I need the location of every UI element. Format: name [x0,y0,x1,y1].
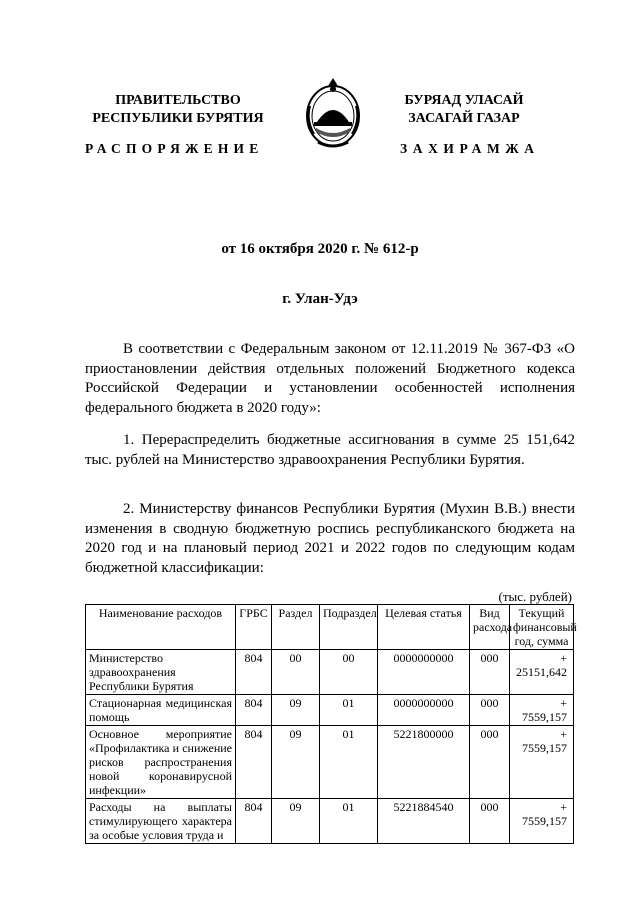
city-line: г. Улан-Удэ [282,291,358,307]
table-cell: 00 [272,650,320,695]
paragraph-preamble: В соответствии с Федеральным законом от 12.11.2019 № 367-ФЗ «О приостановлении действия отдельных положений Бюджетного кодекса Российской Федерации и установлении особенностей исполнения федерального бюджета в 2020 году»: [85,341,575,416]
header-left [82,92,274,128]
column-header: Подраздел [320,605,378,650]
table-row [86,726,574,799]
table-cell: Основное мероприятие «Профилактика и снижение рисков распространения новой коронавирусной инфекции» [86,726,236,799]
table-row [86,650,574,695]
table-cell: 01 [320,695,378,726]
table-cell: + 7559,157 [510,799,574,844]
table-cell: 5221884540 [378,799,470,844]
table-cell: + 7559,157 [510,695,574,726]
table-cell: 804 [236,726,272,799]
table-cell: 09 [272,726,320,799]
table-cell: 0000000000 [378,695,470,726]
date-line: от 16 октября 2020 г. № 612-р [221,241,419,257]
column-header: Наименование расходов [86,605,236,650]
doc-type-right: ЗАХИРАМЖА [400,141,540,156]
table-cell: 09 [272,799,320,844]
table-cell: 000 [470,695,510,726]
table-cell: 000 [470,726,510,799]
column-header: Раздел [272,605,320,650]
budget-table [85,604,577,844]
table-cell: 804 [236,695,272,726]
table-cell: Стационарная медицинская помощь [86,695,236,726]
table-cell: 0000000000 [378,650,470,695]
table-cell: 000 [470,799,510,844]
table-cell: + 25151,642 [510,650,574,695]
coat-of-arms-emblem [300,76,366,152]
table-cell: 5221800000 [378,726,470,799]
header-right [384,92,544,128]
column-header: Текущий финансовый год, сумма [510,605,574,650]
table-cell: 000 [470,650,510,695]
header-left-line1: ПРАВИТЕЛЬСТВО [115,93,241,108]
paragraph-item-2: 2. Министерству финансов Республики Бурятия (Мухин В.В.) внести изменения в сводную бюджетную роспись республиканского бюджета на 2020 год и на плановый период 2021 и 2022 годов по следующим кодам бюджетной классификации: [85,501,575,576]
table-cell: 804 [236,799,272,844]
table-cell: 01 [320,799,378,844]
table-row [86,799,574,844]
table-cell: 01 [320,726,378,799]
table-cell: 09 [272,695,320,726]
table-cell: Министерство здравоохранения Республики Бурятия [86,650,236,695]
table-row [86,695,574,726]
header-right-line1: БУРЯАД УЛАСАЙ [404,93,524,108]
header-right-line2: ЗАСАГАЙ ГАЗАР [408,111,520,126]
column-header: Целевая статья [378,605,470,650]
column-header: ГРБС [236,605,272,650]
paragraph-item-1: 1. Перераспределить бюджетные ассигнования в сумме 25 151,642 тыс. рублей на Министерство здравоохранения Республики Бурятия. [85,432,575,468]
table-cell: 804 [236,650,272,695]
table-cell: 00 [320,650,378,695]
table-units: (тыс. рублей) [498,589,572,604]
doc-type-left: РАСПОРЯЖЕНИЕ [85,141,264,156]
column-header: Вид расхода [470,605,510,650]
header-left-line2: РЕСПУБЛИКИ БУРЯТИЯ [92,111,264,126]
table-cell: + 7559,157 [510,726,574,799]
table-cell: Расходы на выплаты стимулирующего характера за особые условия труда и [86,799,236,844]
table-header-row [86,605,574,650]
